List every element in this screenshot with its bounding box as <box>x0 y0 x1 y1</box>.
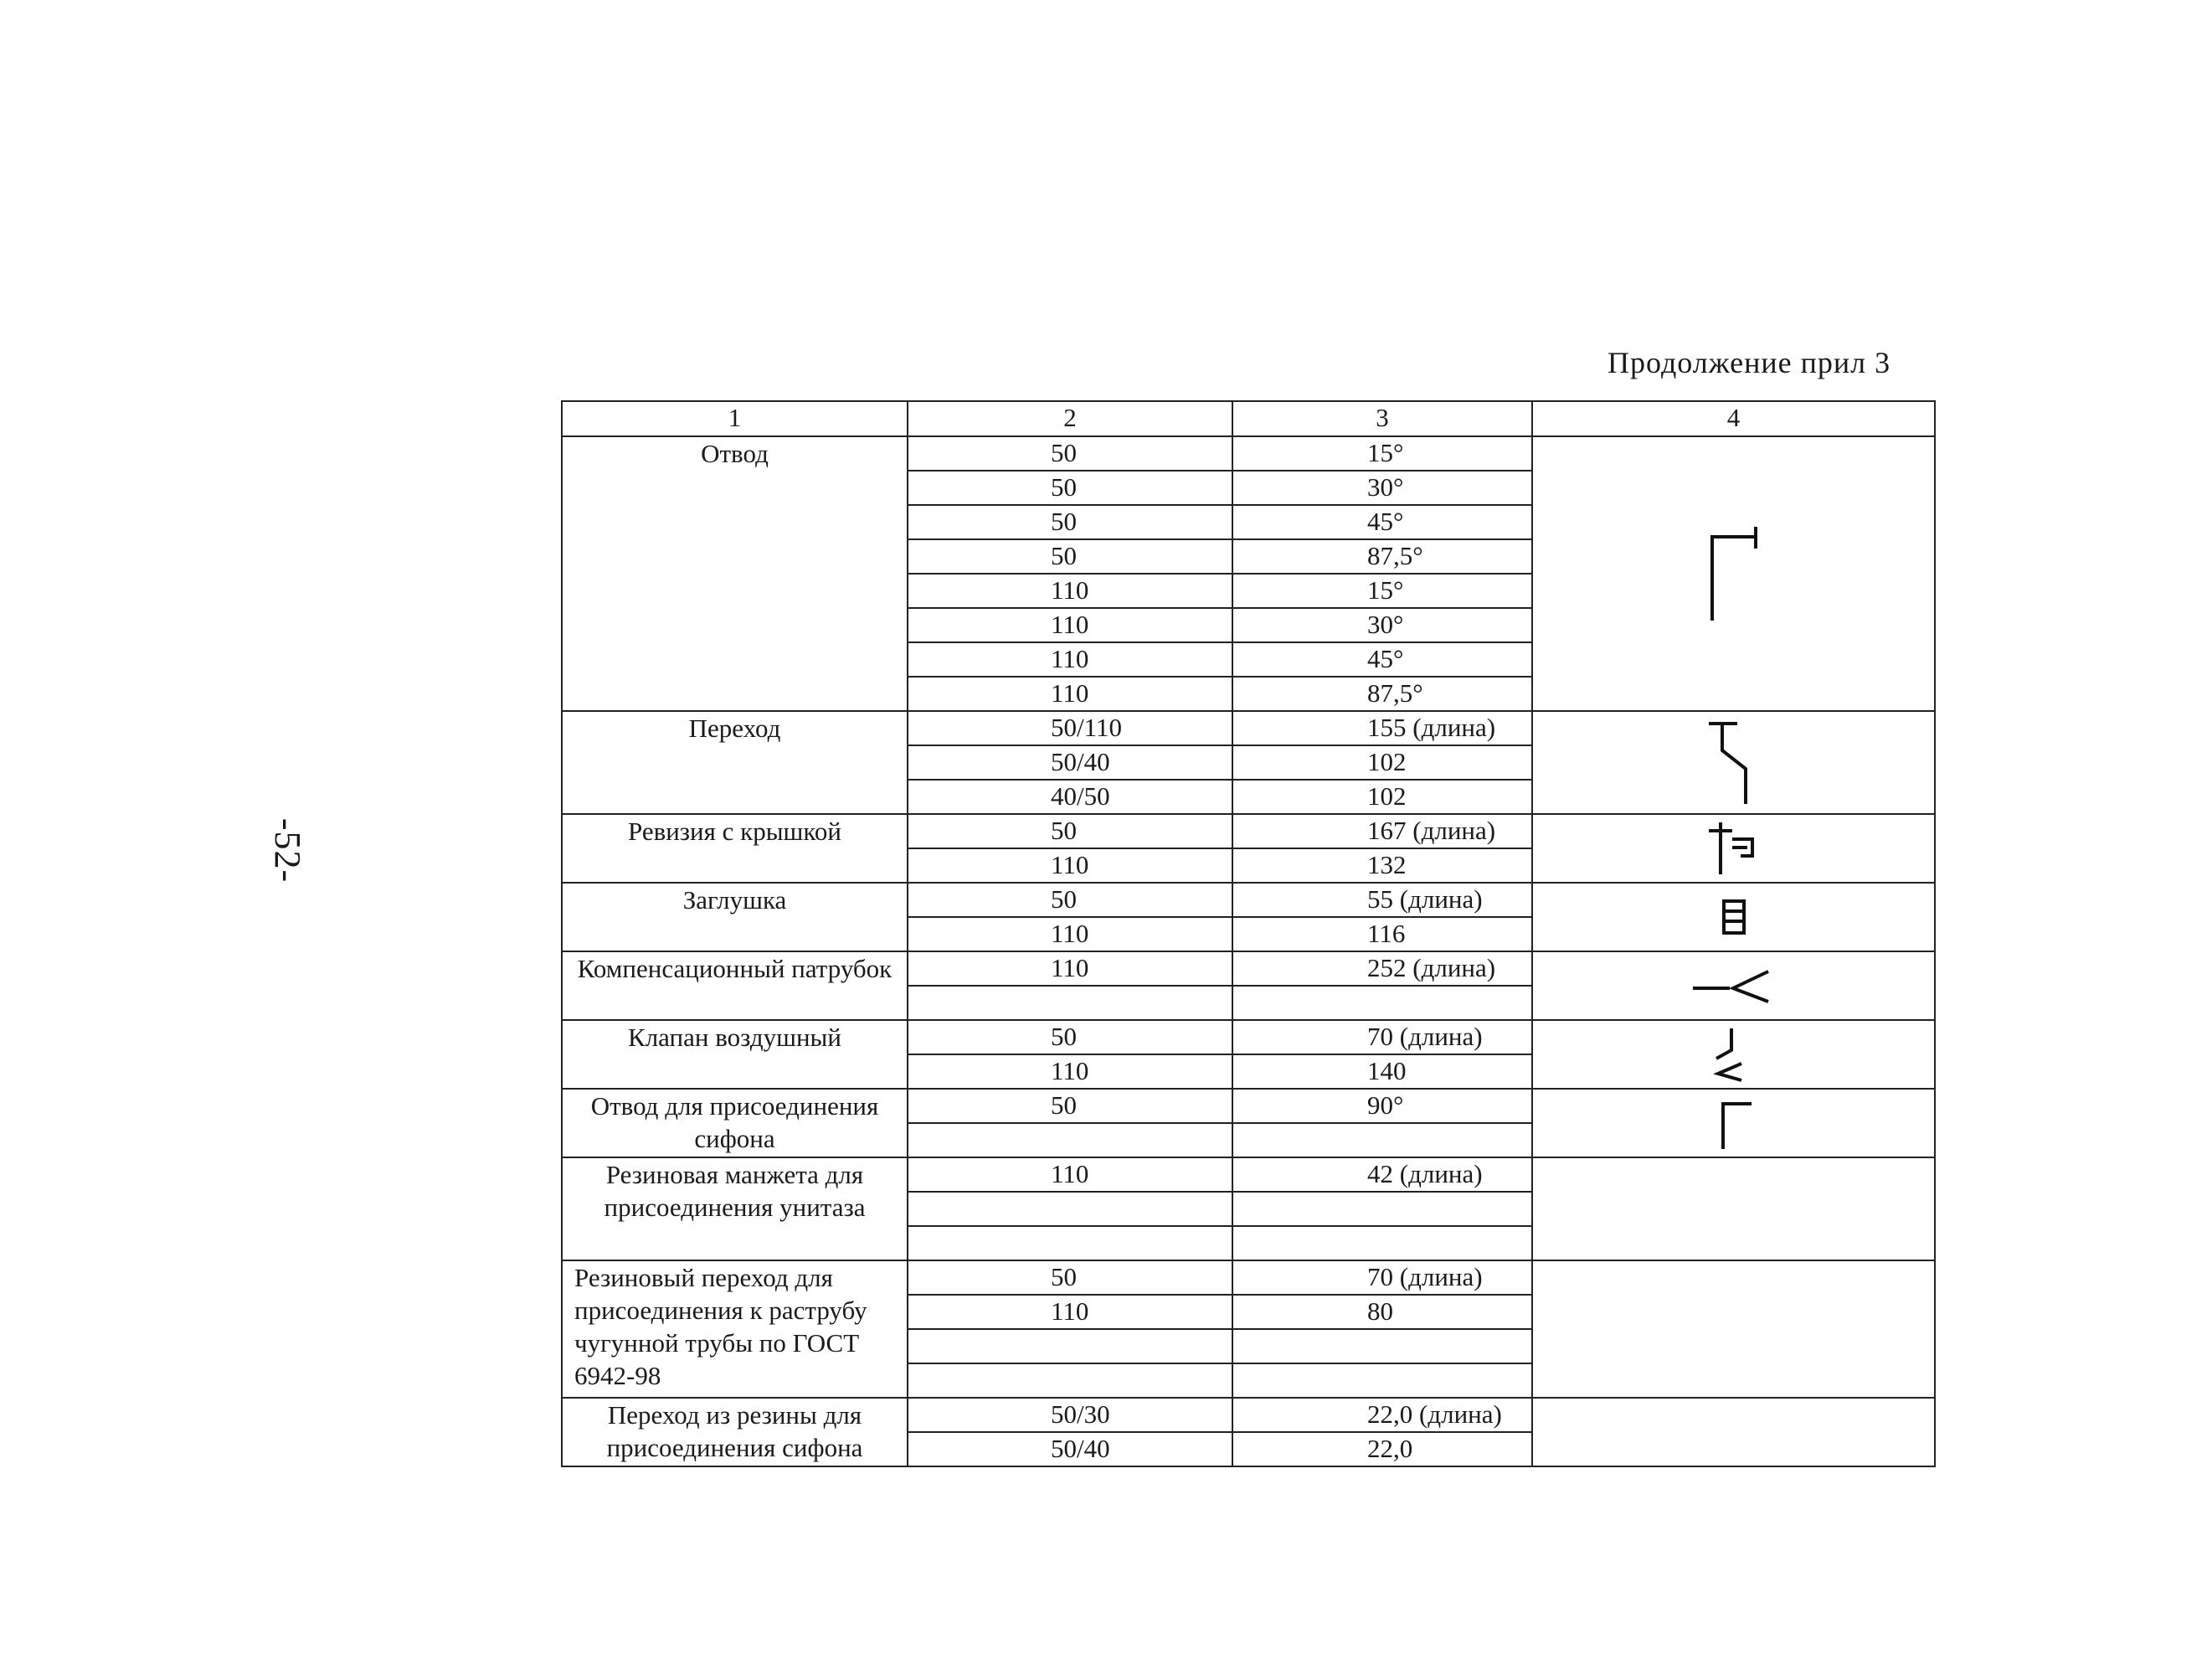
symbol-cell <box>1532 883 1935 951</box>
item-name: Резиновый переход для присоединения к раструбу чугунной трубы по ГОСТ 6942-98 <box>562 1260 908 1398</box>
table-row <box>562 1260 1935 1295</box>
parameter-cell: 90° <box>1232 1089 1532 1123</box>
parameter-cell: 45° <box>1232 505 1532 539</box>
diameter-cell: 50 <box>908 1260 1232 1295</box>
specification-table <box>561 400 1936 1467</box>
symbol-cell <box>1532 951 1935 1020</box>
diameter-cell: 50/110 <box>908 711 1232 745</box>
table-row <box>562 1020 1935 1054</box>
symbol-cell <box>1532 1020 1935 1089</box>
diameter-cell: 110 <box>908 917 1232 951</box>
diameter-cell <box>908 1226 1232 1260</box>
diameter-cell: 50/30 <box>908 1398 1232 1432</box>
parameter-cell: 30° <box>1232 471 1532 505</box>
parameter-cell: 15° <box>1232 574 1532 608</box>
table-row <box>562 814 1935 848</box>
reducer-icon <box>1538 717 1929 809</box>
parameter-cell: 132 <box>1232 848 1532 883</box>
diameter-cell: 110 <box>908 574 1232 608</box>
diameter-cell: 50/40 <box>908 1432 1232 1466</box>
symbol-cell <box>1532 436 1935 711</box>
parameter-cell <box>1232 986 1532 1020</box>
header-cell-3: 3 <box>1232 401 1532 436</box>
parameter-cell: 102 <box>1232 745 1532 780</box>
table-row <box>562 883 1935 917</box>
table-row <box>562 711 1935 745</box>
item-name: Ревизия с крышкой <box>562 814 908 883</box>
diameter-cell: 50 <box>908 505 1232 539</box>
table-row <box>562 1398 1935 1432</box>
diameter-cell: 50/40 <box>908 745 1232 780</box>
item-name: Переход из резины для присоединения сифона <box>562 1398 908 1466</box>
diameter-cell: 110 <box>908 642 1232 677</box>
parameter-cell: 80 <box>1232 1295 1532 1329</box>
diameter-cell: 50 <box>908 1020 1232 1054</box>
diameter-cell <box>908 1363 1232 1398</box>
header-row <box>562 401 1935 436</box>
siphon-elbow-icon <box>1538 1094 1929 1152</box>
parameter-cell <box>1232 1226 1532 1260</box>
parameter-cell <box>1232 1329 1532 1363</box>
parameter-cell: 87,5° <box>1232 677 1532 711</box>
parameter-cell <box>1232 1192 1532 1226</box>
parameter-cell: 102 <box>1232 780 1532 814</box>
parameter-cell: 22,0 <box>1232 1432 1532 1466</box>
item-name: Резиновая манжета для присоединения унитаза <box>562 1157 908 1260</box>
symbol-cell <box>1532 711 1935 814</box>
diameter-cell: 110 <box>908 1157 1232 1192</box>
parameter-cell: 15° <box>1232 436 1532 471</box>
inspection-icon <box>1538 819 1929 878</box>
header-cell-1: 1 <box>562 401 908 436</box>
parameter-cell: 30° <box>1232 608 1532 642</box>
header-cell-4: 4 <box>1532 401 1935 436</box>
parameter-cell <box>1232 1123 1532 1157</box>
page-number: -52- <box>267 817 309 884</box>
diameter-cell <box>908 1329 1232 1363</box>
parameter-cell: 116 <box>1232 917 1532 951</box>
diameter-cell: 110 <box>908 1054 1232 1089</box>
parameter-cell: 167 (длина) <box>1232 814 1532 848</box>
table-row <box>562 1157 1935 1192</box>
air-valve-icon <box>1538 1025 1929 1084</box>
item-name: Клапан воздушный <box>562 1020 908 1089</box>
elbow-icon <box>1538 523 1929 624</box>
item-name: Заглушка <box>562 883 908 951</box>
diameter-cell: 40/50 <box>908 780 1232 814</box>
table-body <box>562 401 1935 1466</box>
specification-table-wrap <box>561 400 1934 1467</box>
diameter-cell: 110 <box>908 848 1232 883</box>
diameter-cell: 50 <box>908 883 1232 917</box>
header-cell-2: 2 <box>908 401 1232 436</box>
parameter-cell: 22,0 (длина) <box>1232 1398 1532 1432</box>
parameter-cell: 70 (длина) <box>1232 1020 1532 1054</box>
parameter-cell: 70 (длина) <box>1232 1260 1532 1295</box>
diameter-cell <box>908 1123 1232 1157</box>
diameter-cell: 50 <box>908 436 1232 471</box>
symbol-cell <box>1532 1089 1935 1157</box>
symbol-cell <box>1532 1398 1935 1466</box>
parameter-cell: 55 (длина) <box>1232 883 1532 917</box>
item-name: Переход <box>562 711 908 814</box>
diameter-cell: 50 <box>908 814 1232 848</box>
parameter-cell: 42 (длина) <box>1232 1157 1532 1192</box>
table-row <box>562 1089 1935 1123</box>
diameter-cell: 110 <box>908 951 1232 986</box>
parameter-cell <box>1232 1363 1532 1398</box>
parameter-cell: 87,5° <box>1232 539 1532 574</box>
parameter-cell: 140 <box>1232 1054 1532 1089</box>
diameter-cell <box>908 986 1232 1020</box>
compensator-icon <box>1538 965 1929 1007</box>
table-row <box>562 951 1935 986</box>
diameter-cell: 50 <box>908 539 1232 574</box>
symbol-cell <box>1532 1260 1935 1398</box>
parameter-cell: 45° <box>1232 642 1532 677</box>
diameter-cell: 110 <box>908 1295 1232 1329</box>
diameter-cell: 110 <box>908 677 1232 711</box>
diameter-cell: 50 <box>908 1089 1232 1123</box>
table-row <box>562 436 1935 471</box>
symbol-cell <box>1532 1157 1935 1260</box>
diameter-cell <box>908 1192 1232 1226</box>
parameter-cell: 252 (длина) <box>1232 951 1532 986</box>
diameter-cell: 50 <box>908 471 1232 505</box>
symbol-cell <box>1532 814 1935 883</box>
plug-icon <box>1538 896 1929 938</box>
parameter-cell: 155 (длина) <box>1232 711 1532 745</box>
item-name: Компенсационный патрубок <box>562 951 908 1020</box>
item-name: Отвод <box>562 436 908 711</box>
item-name: Отвод для присоединения сифона <box>562 1089 908 1157</box>
diameter-cell: 110 <box>908 608 1232 642</box>
continuation-label: Продолжение прил 3 <box>1608 346 1891 379</box>
